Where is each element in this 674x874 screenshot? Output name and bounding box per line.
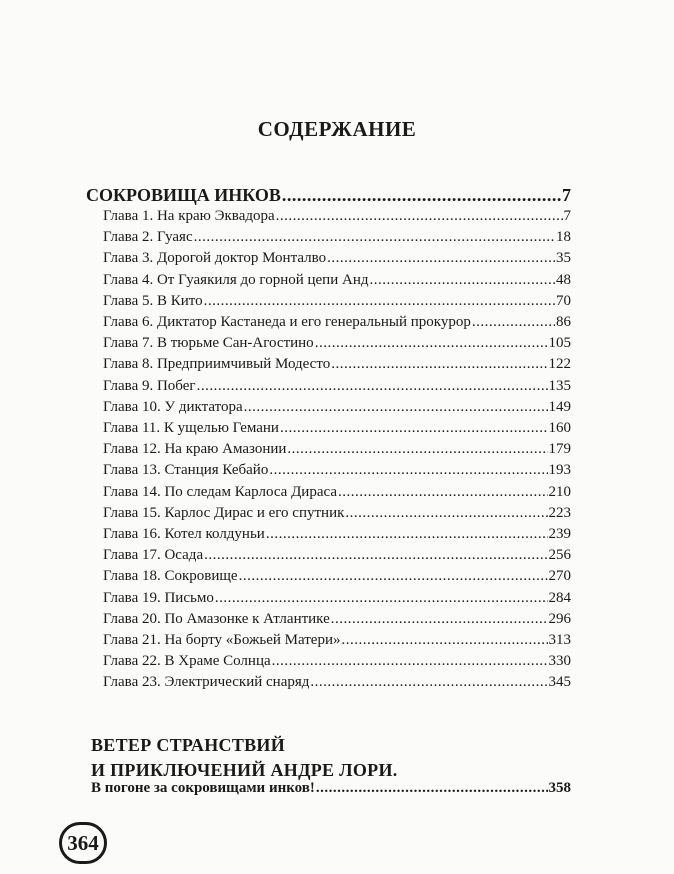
toc-chapter-2[interactable] <box>103 229 571 251</box>
toc-section-sokrovishcha[interactable] <box>86 185 571 207</box>
toc-chapter-label: Глава 1. На краю Эквадора <box>103 208 275 224</box>
toc-chapter-label: Глава 10. У диктатора <box>103 398 243 415</box>
toc-leader-dots <box>316 780 548 797</box>
toc-leader-dots <box>310 674 547 691</box>
toc-chapter-label: Глава 5. В Кито <box>103 292 203 309</box>
toc-chapter-label: Глава 19. Письмо <box>103 589 214 606</box>
toc-chapter-label: Глава 2. Гуаяс <box>103 229 193 246</box>
toc-leader-dots <box>194 229 555 246</box>
section-heading-line2: И ПРИКЛЮЧЕНИЙ АНДРЕ ЛОРИ. <box>91 760 398 780</box>
toc-leader-dots <box>331 611 548 628</box>
toc-chapter-label: Глава 6. Диктатор Кастанеда и его генеральный прокурор <box>103 314 471 330</box>
toc-chapter-label: Глава 15. Карлос Дирас и его спутник <box>103 504 345 521</box>
toc-chapter-7[interactable] <box>103 335 571 357</box>
toc-page-number: 345 <box>548 674 571 691</box>
toc-chapter-label: Глава 22. В Храме Солнца <box>103 653 271 670</box>
toc-leader-dots <box>280 420 548 437</box>
toc-chapter-19[interactable] <box>103 590 571 612</box>
toc-chapter-label: Глава 12. На краю Амазонии <box>103 441 287 458</box>
toc-chapter-11[interactable] <box>103 420 571 442</box>
toc-chapter-4[interactable] <box>103 272 571 294</box>
toc-chapter-label: Глава 8. Предприимчивый Модесто <box>103 356 331 373</box>
toc-page-number: 70 <box>556 292 571 309</box>
toc-page-number: 48 <box>556 271 571 288</box>
section-heading-line1: ВЕТЕР СТРАНСТВИЙ <box>91 735 286 755</box>
toc-page-number: 18 <box>556 229 571 246</box>
toc-section-label: СОКРОВИЩА ИНКОВ <box>86 185 281 205</box>
toc-chapter-label: Глава 13. Станция Кебайо <box>103 462 269 479</box>
toc-chapter-17[interactable] <box>103 547 571 569</box>
toc-leader-dots <box>338 484 548 501</box>
toc-chapter-label: Глава 14. По следам Карлоса Дираса <box>103 483 337 500</box>
toc-leader-dots <box>287 441 547 458</box>
toc-leader-dots <box>239 568 548 585</box>
toc-chapter-8[interactable] <box>103 356 571 378</box>
toc-leader-dots <box>272 653 548 670</box>
toc-chapter-label: Глава 9. Побег <box>103 377 196 394</box>
toc-leader-dots <box>282 185 561 206</box>
toc-leader-dots <box>276 208 563 225</box>
toc-chapter-label: Глава 3. Дорогой доктор Монталво <box>103 250 327 267</box>
toc-leader-dots <box>331 356 547 373</box>
toc-page-number: 35 <box>556 250 571 267</box>
toc-chapter-13[interactable] <box>103 462 571 484</box>
toc-page-number: 270 <box>548 568 571 585</box>
toc-chapter-3[interactable] <box>103 250 571 272</box>
toc-entry-label: В погоне за сокровищами инков! <box>91 780 315 796</box>
toc-page-number: 135 <box>548 377 571 394</box>
toc-page-number: 358 <box>548 780 571 796</box>
toc-leader-dots <box>244 399 548 416</box>
page-number-badge: 364 <box>59 822 107 864</box>
toc-chapter-9[interactable] <box>103 378 571 400</box>
toc-leader-dots <box>315 335 548 352</box>
toc-page-number: 179 <box>548 441 571 458</box>
toc-chapter-label: Глава 18. Сокровище <box>103 568 238 585</box>
toc-entry-pogone[interactable] <box>91 780 571 802</box>
toc-page-number: 284 <box>548 589 571 606</box>
toc-page-number: 313 <box>548 632 571 648</box>
toc-chapter-label: Глава 4. От Гуаякиля до горной цепи Анд <box>103 271 369 288</box>
toc-chapter-22[interactable] <box>103 653 571 675</box>
page-title: СОДЕРЖАНИЕ <box>257 117 417 141</box>
toc-chapter-16[interactable] <box>103 526 571 548</box>
toc-leader-dots <box>266 526 548 543</box>
toc-page-number: 7 <box>562 185 571 205</box>
toc-chapter-label: Глава 11. К ущелью Гемани <box>103 420 279 436</box>
toc-page-number: 210 <box>548 483 571 500</box>
toc-chapter-18[interactable] <box>103 568 571 590</box>
toc-chapter-label: Глава 16. Котел колдуньи <box>103 526 265 542</box>
toc-chapter-10[interactable] <box>103 399 571 421</box>
toc-chapter-12[interactable] <box>103 441 571 463</box>
toc-chapter-label: Глава 17. Осада <box>103 547 204 564</box>
toc-page-number: 7 <box>563 208 571 224</box>
toc-chapter-21[interactable] <box>103 632 571 654</box>
toc-page-number: 122 <box>548 356 571 373</box>
toc-page-number: 256 <box>548 547 571 564</box>
toc-leader-dots <box>342 632 548 649</box>
toc-leader-dots <box>472 314 555 331</box>
toc-leader-dots <box>204 547 547 564</box>
toc-page-number: 223 <box>548 504 571 521</box>
toc-chapter-label: Глава 20. По Амазонке к Атлантике <box>103 610 330 627</box>
toc-page-number: 239 <box>548 526 571 542</box>
toc-page-number: 105 <box>548 335 571 352</box>
toc-leader-dots <box>197 378 548 395</box>
toc-leader-dots <box>345 505 547 522</box>
toc-chapter-20[interactable] <box>103 611 571 633</box>
toc-chapter-15[interactable] <box>103 505 571 527</box>
toc-page-number: 296 <box>548 610 571 627</box>
toc-chapter-14[interactable] <box>103 484 571 506</box>
toc-chapter-23[interactable] <box>103 674 571 696</box>
toc-page-number: 86 <box>556 314 571 330</box>
toc-chapter-6[interactable] <box>103 314 571 336</box>
toc-page-number: 160 <box>548 420 571 436</box>
toc-page-number: 193 <box>548 462 571 479</box>
toc-leader-dots <box>369 272 555 289</box>
toc-leader-dots <box>215 590 548 607</box>
toc-leader-dots <box>204 293 555 310</box>
toc-leader-dots <box>269 462 547 479</box>
toc-chapter-1[interactable] <box>103 208 571 230</box>
toc-leader-dots <box>327 250 555 267</box>
toc-page-number: 330 <box>548 653 571 670</box>
toc-chapter-label: Глава 7. В тюрьме Сан-Агостино <box>103 335 314 352</box>
toc-chapter-label: Глава 21. На борту «Божьей Матери» <box>103 632 341 648</box>
toc-chapter-5[interactable] <box>103 293 571 315</box>
toc-page-number: 149 <box>548 398 571 415</box>
toc-chapter-label: Глава 23. Электрический снаряд <box>103 674 310 691</box>
